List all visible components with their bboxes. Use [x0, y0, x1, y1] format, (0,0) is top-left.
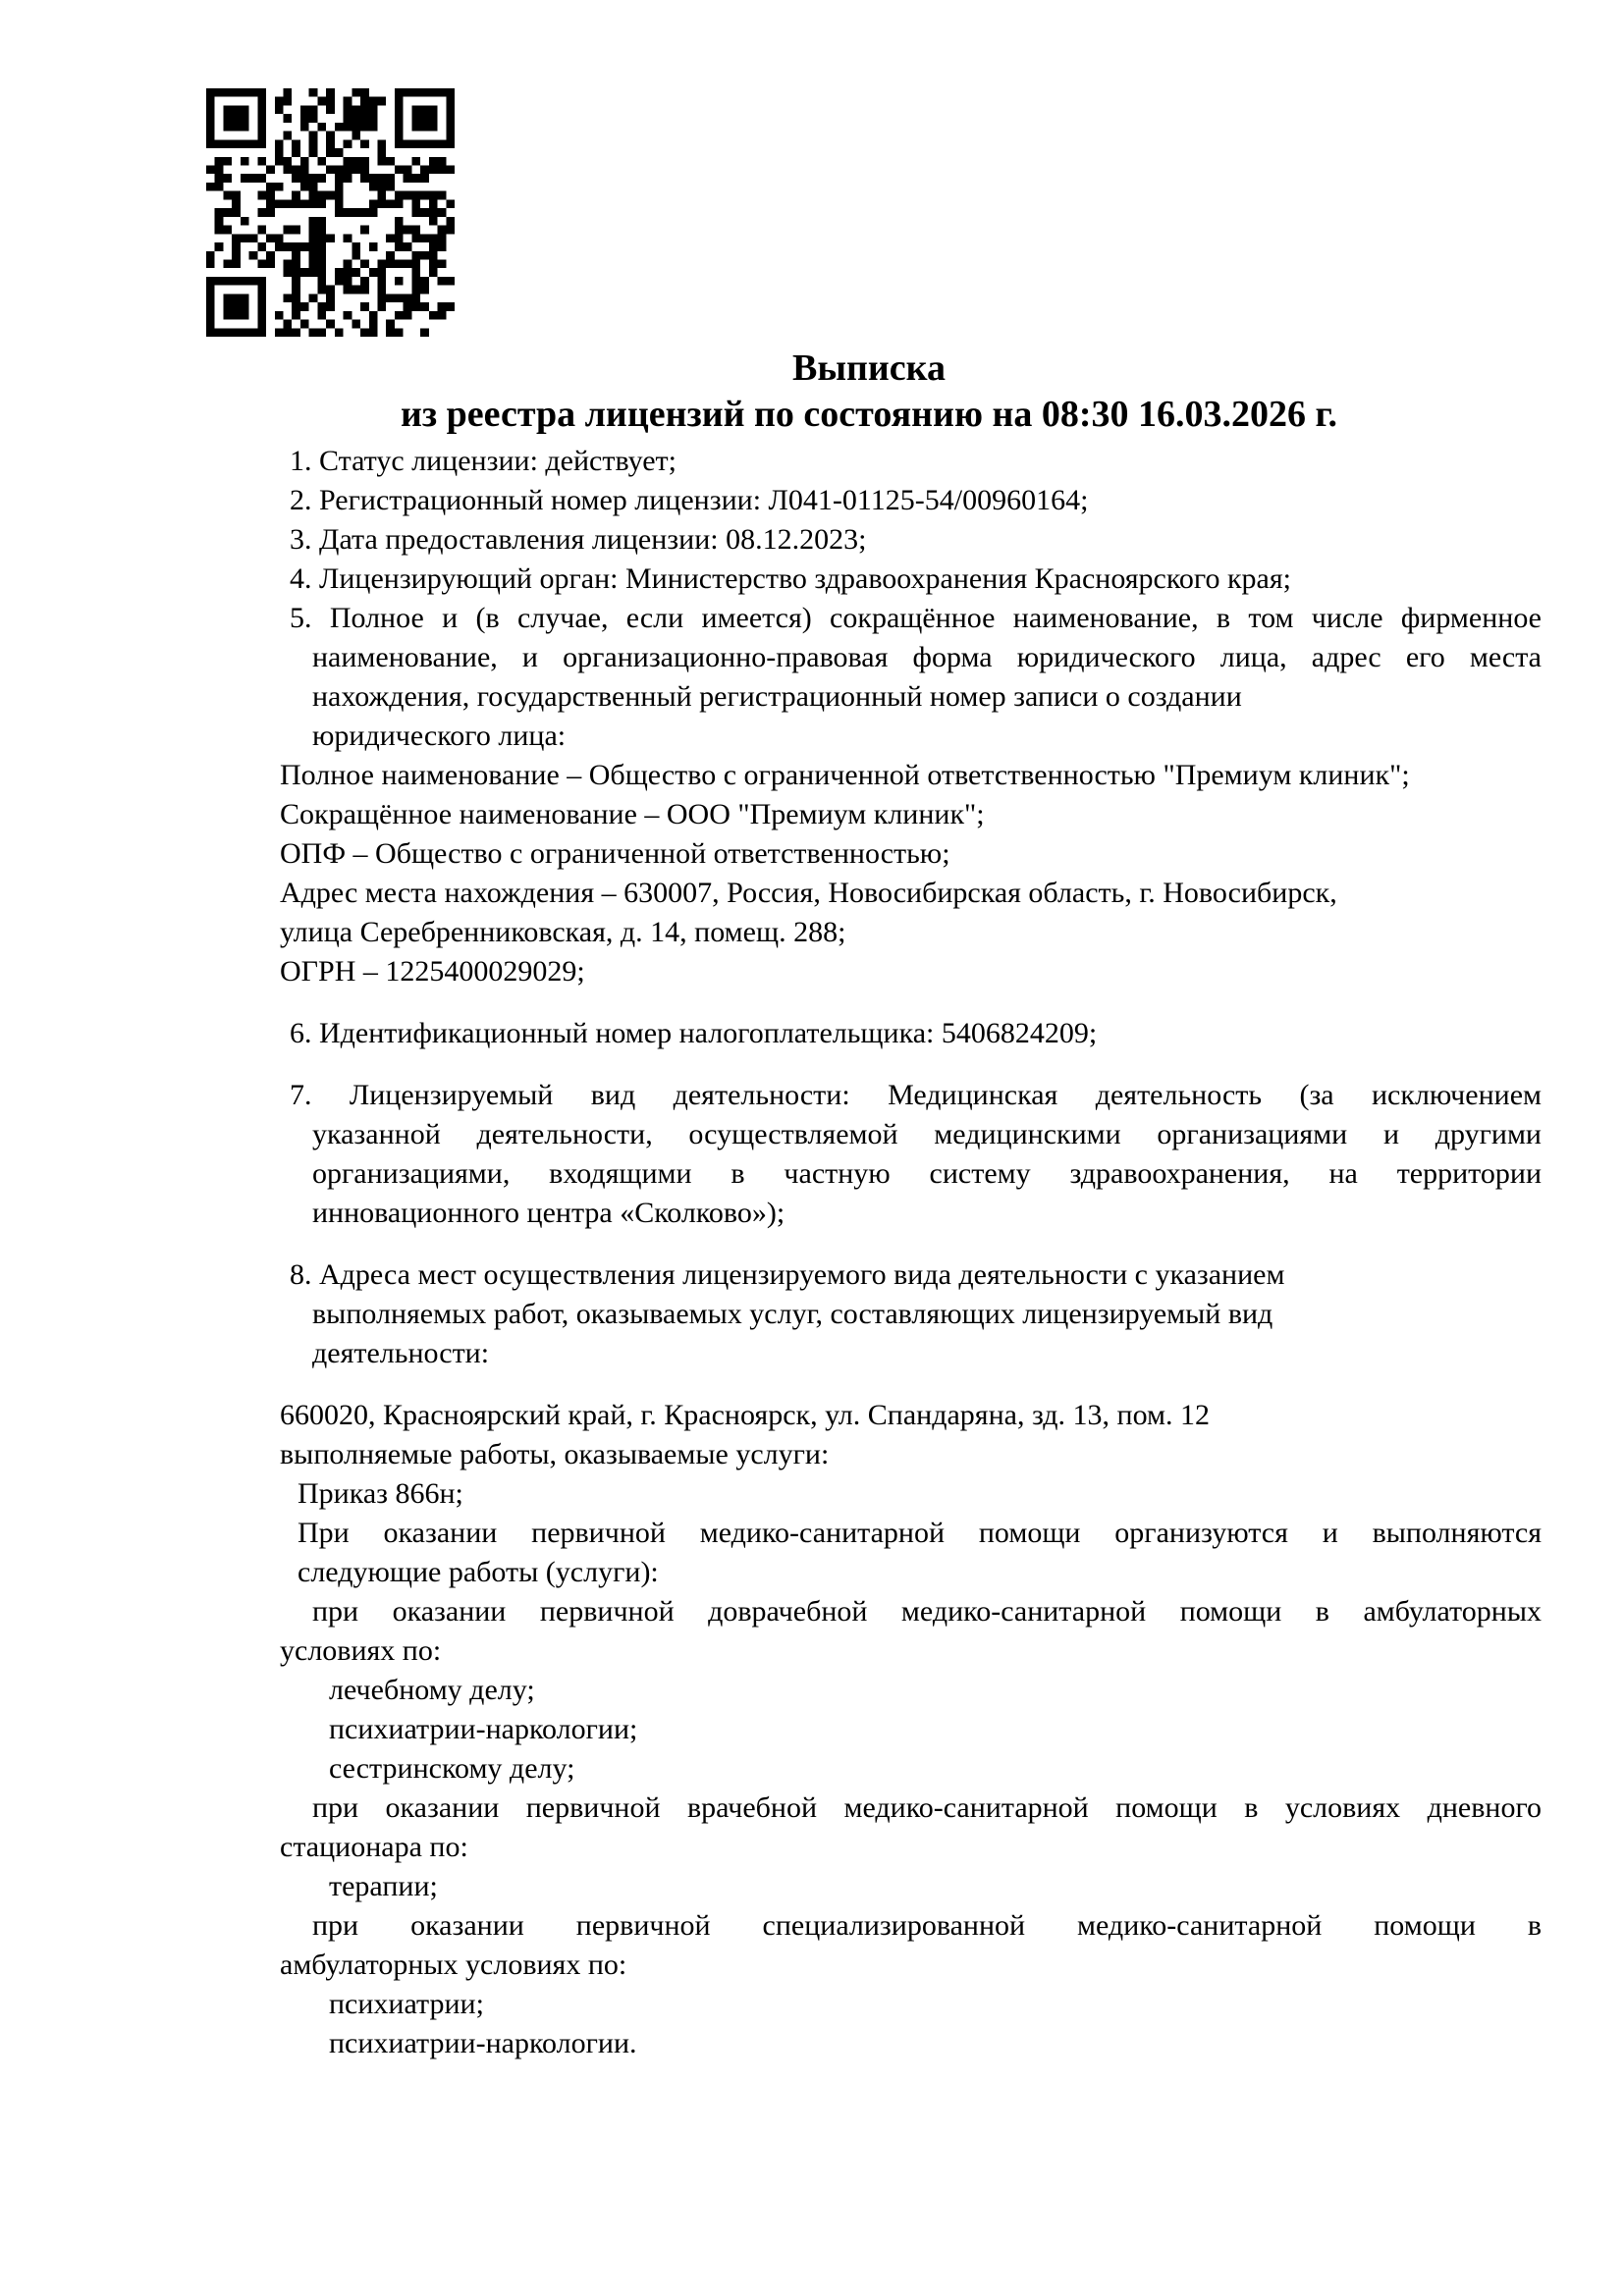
- document-line: улица Серебренниковская, д. 14, помещ. 288;: [280, 916, 846, 948]
- document-line: указанной деятельности, осуществляемой медицинскими организациями и другими: [312, 1118, 1542, 1150]
- document-subtitle: из реестра лицензий по состоянию на 08:30 16.03.2026 г.: [400, 394, 1338, 435]
- qr-code-image: [206, 88, 455, 337]
- document-line: нахождения, государственный регистрационный номер записи о создании: [312, 680, 1242, 713]
- document-line: организациями, входящими в частную систему здравоохранения, на территории: [312, 1157, 1542, 1190]
- document-line: наименование, и организационно-правовая форма юридического лица, адрес его места: [312, 641, 1542, 673]
- document-line: Сокращённое наименование – ООО "Премиум клиник";: [280, 798, 985, 830]
- document-line: при оказании первичной врачебной медико-санитарной помощи в условиях дневного: [312, 1791, 1542, 1824]
- qr-code-icon: [206, 88, 455, 337]
- document-line: стационара по:: [280, 1831, 468, 1863]
- document-line: следующие работы (услуги):: [298, 1556, 659, 1588]
- document-line: выполняемые работы, оказываемые услуги:: [280, 1438, 830, 1470]
- document-line: 6. Идентификационный номер налогоплательщика: 5406824209;: [290, 1017, 1098, 1049]
- document-line: 4. Лицензирующий орган: Министерство здравоохранения Красноярского края;: [290, 562, 1291, 595]
- document-line: психиатрии-наркологии.: [329, 2027, 637, 2059]
- document-line: 660020, Красноярский край, г. Красноярск, ул. Спандаряна, зд. 13, пом. 12: [280, 1399, 1210, 1431]
- document-line: При оказании первичной медико-санитарной помощи организуются и выполняются: [298, 1517, 1542, 1549]
- document-line: при оказании первичной специализированной медико-санитарной помощи в: [312, 1909, 1542, 1942]
- document-title: Выписка: [792, 347, 946, 389]
- document-header: [196, 346, 1542, 438]
- document-line: 3. Дата предоставления лицензии: 08.12.2023;: [290, 523, 867, 556]
- document-line: инновационного центра «Сколково»);: [312, 1197, 785, 1229]
- document-line: терапии;: [329, 1870, 438, 1902]
- document-line: лечебному делу;: [329, 1674, 535, 1706]
- document-line: 1. Статус лицензии: действует;: [290, 445, 677, 477]
- document-line: ОПФ – Общество с ограниченной ответственностью;: [280, 837, 950, 870]
- document-line: психиатрии;: [329, 1988, 484, 2020]
- document-line: 2. Регистрационный номер лицензии: Л041-01125-54/00960164;: [290, 484, 1089, 516]
- document-line: юридического лица:: [312, 720, 567, 752]
- document-line: Полное наименование – Общество с ограниченной ответственностью "Премиум клиник";: [280, 759, 1410, 791]
- document-line: психиатрии-наркологии;: [329, 1713, 638, 1745]
- document-line: 7. Лицензируемый вид деятельности: Медицинская деятельность (за исключением: [290, 1079, 1542, 1111]
- document-line: выполняемых работ, оказываемых услуг, составляющих лицензируемый вид: [312, 1298, 1273, 1330]
- document-line: ОГРН – 1225400029029;: [280, 955, 585, 988]
- document-line: сестринскому делу;: [329, 1752, 575, 1785]
- document-line: условиях по:: [280, 1634, 442, 1667]
- document-body: [280, 442, 1542, 2063]
- document-line: деятельности:: [312, 1337, 490, 1369]
- document-line: Приказ 866н;: [298, 1477, 463, 1510]
- document-line: Адрес места нахождения – 630007, Россия, Новосибирская область, г. Новосибирск,: [280, 877, 1337, 909]
- document-line: амбулаторных условиях по:: [280, 1949, 627, 1981]
- document-line: при оказании первичной доврачебной медико-санитарной помощи в амбулаторных: [312, 1595, 1542, 1628]
- document-line: 8. Адреса мест осуществления лицензируемого вида деятельности с указанием: [290, 1258, 1285, 1291]
- document-line: 5. Полное и (в случае, если имеется) сокращённое наименование, в том числе фирменное: [290, 602, 1542, 634]
